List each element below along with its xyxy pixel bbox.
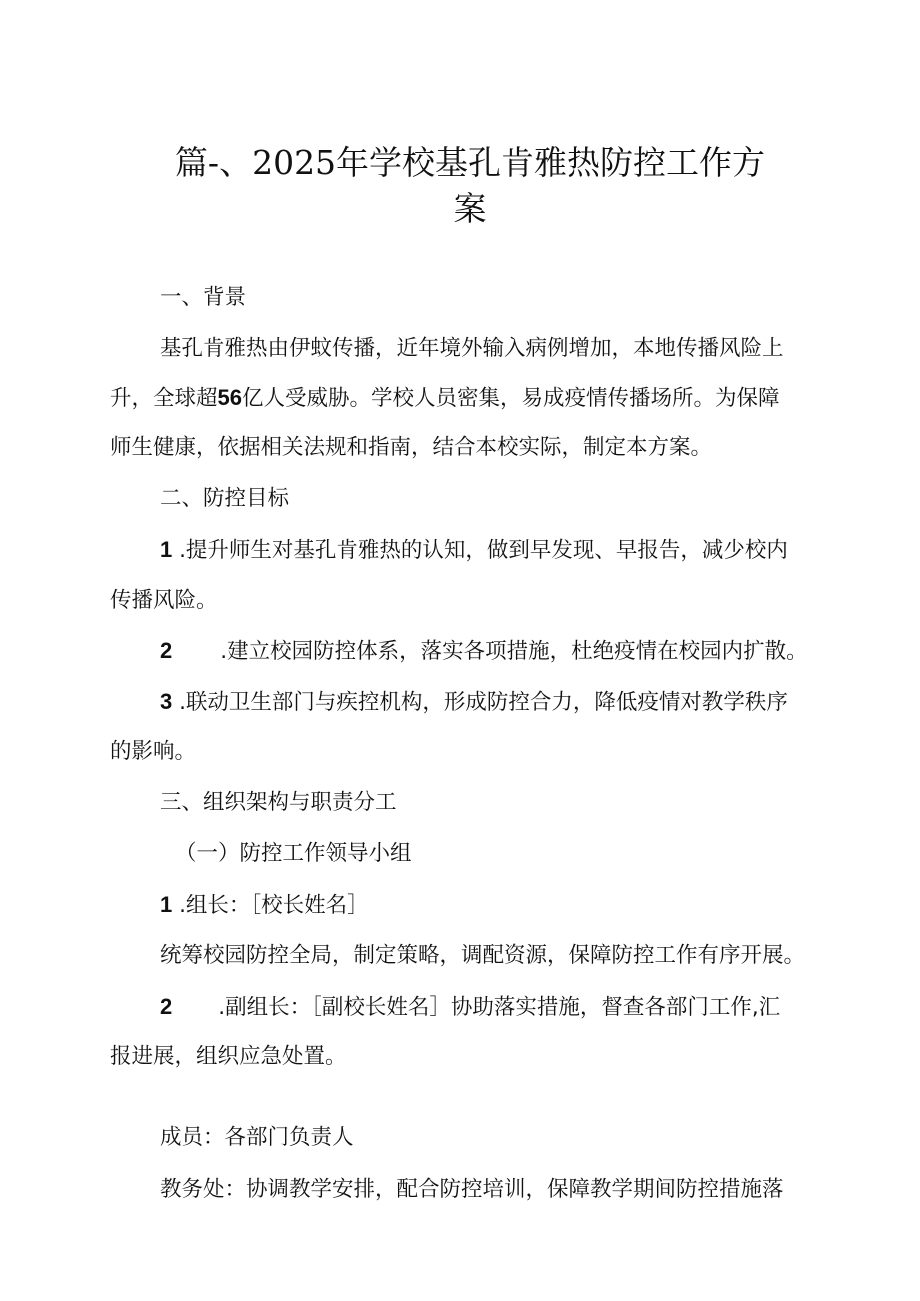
paragraph-line: 传播风险。 xyxy=(110,588,218,613)
paragraph-line: 的影响。 xyxy=(110,739,197,764)
list-number: 1 xyxy=(160,892,173,917)
subsection-heading: （一）防控工作领导小组 xyxy=(175,841,412,866)
list-item-goal-2: 2 .建立校园防控体系，落实各项措施，杜绝疫情在校园内扩散。 xyxy=(160,638,808,664)
list-item-goal-3: 3 .联动卫生部门与疾控机构，形成防控合力，降低疫情对教学秩序 xyxy=(160,689,788,715)
list-number: 3 xyxy=(160,689,173,714)
document-title-line1: 篇-、2025年学校基孔肯雅热防控工作方 xyxy=(174,143,766,182)
paragraph-line: 升，全球超56亿人受威胁。学校人员密集，易成疫情传播场所。为保障 xyxy=(110,385,780,411)
emphasized-number: 56 xyxy=(217,385,242,410)
list-item-leader: 1 .组长：［校长姓名］ xyxy=(160,892,369,918)
paragraph-line: 师生健康，依据相关法规和指南，结合本校实际，制定本方案。 xyxy=(110,435,713,460)
paragraph-line: 报进展，组织应急处置。 xyxy=(110,1044,347,1069)
section-heading-background: 一、背景 xyxy=(160,285,247,310)
list-number: 2 xyxy=(160,638,173,663)
document-title-line2: 案 xyxy=(453,189,487,228)
section-heading-organization: 三、组织架构与职责分工 xyxy=(160,790,397,815)
list-number: 1 xyxy=(160,537,173,562)
members-line: 成员：各部门负责人 xyxy=(160,1125,354,1150)
list-number: 2 xyxy=(160,994,173,1019)
list-item-goal-1: 1 .提升师生对基孔肯雅热的认知，做到早发现、早报告，减少校内 xyxy=(160,537,788,563)
section-heading-goals: 二、防控目标 xyxy=(160,486,290,511)
paragraph-line: 统筹校园防控全局，制定策略，调配资源，保障防控工作有序开展。 xyxy=(160,943,806,968)
list-item-deputy-leader: 2 .副组长：［副校长姓名］协助落实措施，督查各部门工作,汇 xyxy=(160,994,781,1020)
paragraph-line: 基孔肯雅热由伊蚊传播，近年境外输入病例增加，本地传播风险上 xyxy=(160,336,784,361)
paragraph-line: 教务处：协调教学安排，配合防控培训，保障教学期间防控措施落 xyxy=(160,1177,784,1202)
